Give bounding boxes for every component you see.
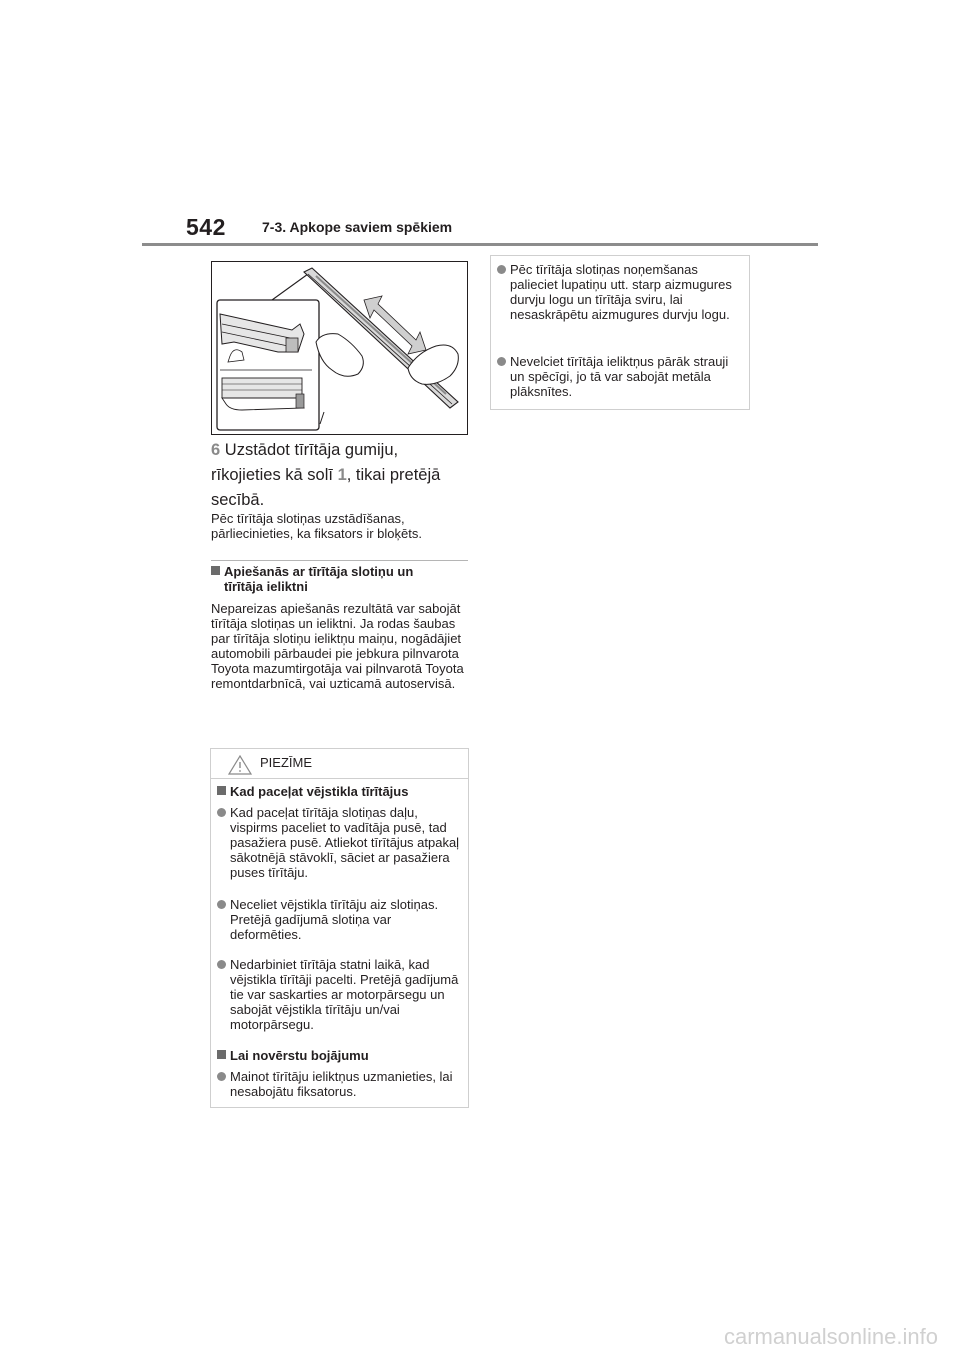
step-reference: 1 <box>337 466 347 484</box>
notice-title: PIEZĪME <box>260 755 313 770</box>
notice-heading-2-text: Lai novērstu bojājumu <box>230 1048 369 1063</box>
notice-heading-1 <box>217 784 465 799</box>
notice-heading-2 <box>217 1048 465 1063</box>
square-bullet-icon <box>211 566 220 575</box>
round-bullet-icon <box>217 900 226 909</box>
round-bullet-icon <box>217 1072 226 1081</box>
step-text-b: rīkojieties kā solī <box>211 466 333 484</box>
handling-body: Nepareizas apiešanās rezultātā var sabojāt tīrītāja slotiņas un ieliktni. Ja rodas šaubas par tīrītāja slotiņu ieliktņu maiņu, nogādājiet automobili pārbaudei pie jebkura pilnvarota Toyota mazumtirgotāja vai pilnvarotā Toyota remontdarbnīcā, vai uzticamā autoservisā. <box>211 601 464 691</box>
right-bullet-1 <box>497 262 745 322</box>
step-6 <box>211 438 471 513</box>
header-rule <box>142 243 818 246</box>
section-title: 7-3. Apkope saviem spēkiem <box>262 219 453 235</box>
handling-heading-line1: Apiešanās ar tīrītāja slotiņu un <box>224 564 414 579</box>
handling-heading <box>211 564 469 594</box>
round-bullet-icon <box>497 265 506 274</box>
step-number: 6 <box>211 441 221 459</box>
square-bullet-icon <box>217 1050 226 1059</box>
notice-bullet-3 <box>217 957 465 1032</box>
notice-bullet-3-text: Nedarbiniet tīrītāja statni laikā, kad vējstikla tīrītāji pacelti. Pretējā gadījumā tie var saskarties ar motorpārsegu un sabojāt vējstikla tīrītāju un/vai motorpārsegu. <box>230 957 459 1032</box>
notice-bullet-4-text: Mainot tīrītāju ieliktņus uzmanieties, lai nesabojātu fiksatorus. <box>230 1069 453 1099</box>
right-bullet-2 <box>497 354 745 399</box>
right-bullet-1-text: Pēc tīrītāja slotiņas noņemšanas palieciet lupatiņu utt. starp aizmugures durvju logu un tīrītāja sviru, lai nesaskrāpētu aizmugures durvju logu. <box>510 262 732 322</box>
notice-box <box>210 748 469 1108</box>
round-bullet-icon <box>497 357 506 366</box>
right-info-box <box>490 255 750 410</box>
wiper-insert-illustration <box>211 261 468 435</box>
notice-bullet-1 <box>217 805 465 880</box>
section-divider <box>211 560 468 561</box>
step-text-c: , tikai pretējā <box>346 466 441 484</box>
notice-header <box>211 749 468 779</box>
step-note: Pēc tīrītāja slotiņas uzstādīšanas, pārliecinieties, ka fiksators ir bloķēts. <box>211 511 422 541</box>
notice-bullet-2 <box>217 897 465 942</box>
page-number: 542 <box>186 214 226 240</box>
notice-bullet-4 <box>217 1069 465 1099</box>
notice-heading-1-text: Kad paceļat vējstikla tīrītājus <box>230 784 409 799</box>
right-bullet-2-text: Nevelciet tīrītāja ieliktņus pārāk strauji un spēcīgi, jo tā var sabojāt metāla plāksnītes. <box>510 354 729 399</box>
step-text-a: Uzstādot tīrītāja gumiju, <box>224 441 399 459</box>
handling-heading-line2: tīrītāja ieliktni <box>224 579 308 594</box>
round-bullet-icon <box>217 808 226 817</box>
square-bullet-icon <box>217 786 226 795</box>
warning-triangle-icon <box>228 755 252 775</box>
watermark: carmanualsonline.info <box>723 1324 938 1349</box>
notice-bullet-1-text: Kad paceļat tīrītāja slotiņas daļu, vispirms paceliet to vadītāja pusē, tad pasažiera pusē. Atliekot tīrītājus atpakaļ sākotnējā stāvoklī, sāciet ar pasažiera puses tīrītāju. <box>230 805 460 880</box>
wiper-blade-drawing <box>212 262 467 434</box>
notice-bullet-2-text: Neceliet vējstikla tīrītāju aiz slotiņas. Pretējā gadījumā slotiņa var deformēties. <box>230 897 439 942</box>
round-bullet-icon <box>217 960 226 969</box>
step-text-d: secībā. <box>211 491 265 509</box>
